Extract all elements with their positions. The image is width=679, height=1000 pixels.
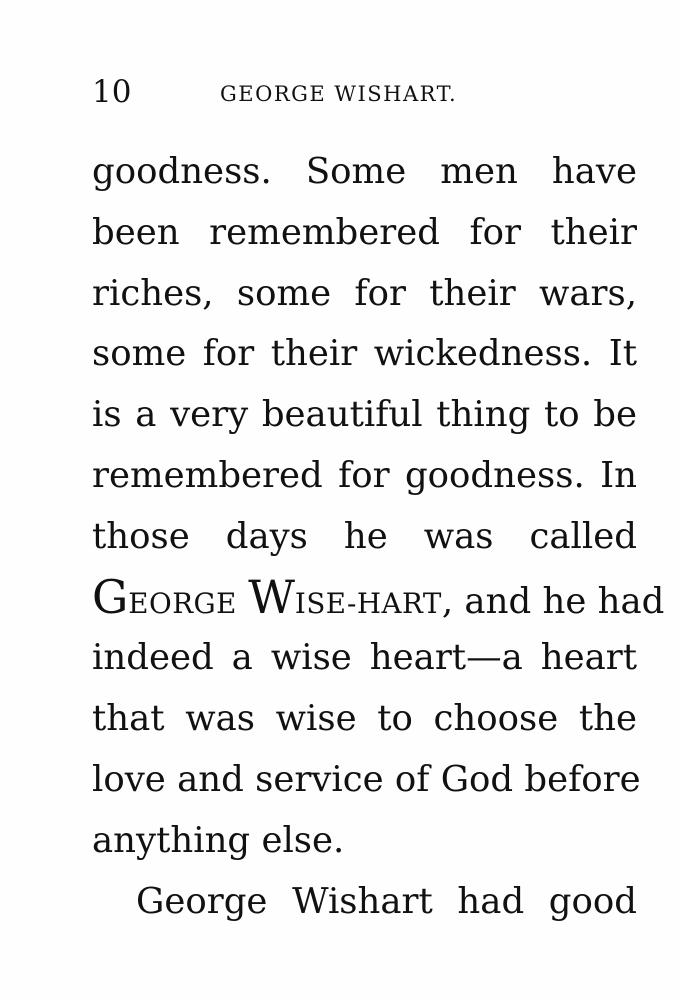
text-line: those days he was called [92,515,637,557]
text-line: indeed a wise heart—a heart [92,637,637,679]
page-number: 10 [92,74,132,110]
small-caps-initial: G [92,570,129,624]
text-line: love and service of God before [92,758,641,800]
text-line: been remembered for their [92,211,637,253]
small-caps-text: EORGE [128,586,237,620]
page-header [92,72,637,112]
text-line: riches, some for their wars, [92,272,637,314]
text-line: remembered for goodness. In [92,454,637,496]
text-line: goodness. Some men have [92,151,637,192]
paragraph-start-line: George Wishart had good [136,880,637,922]
running-head: GEORGE WISHART. [220,82,458,106]
paragraph-end-line: anything else. [92,819,345,861]
text-line: some for their wickedness. It [92,333,637,375]
small-caps-text: ISE-HART [294,586,442,620]
line-tail: , and he had [441,580,665,622]
body-text [92,142,665,932]
text-line: that was wise to choose the [92,698,637,740]
small-caps-initial: W [248,570,295,624]
text-line-small-caps-name [92,568,665,629]
text-line: is a very beautiful thing to be [92,394,637,436]
